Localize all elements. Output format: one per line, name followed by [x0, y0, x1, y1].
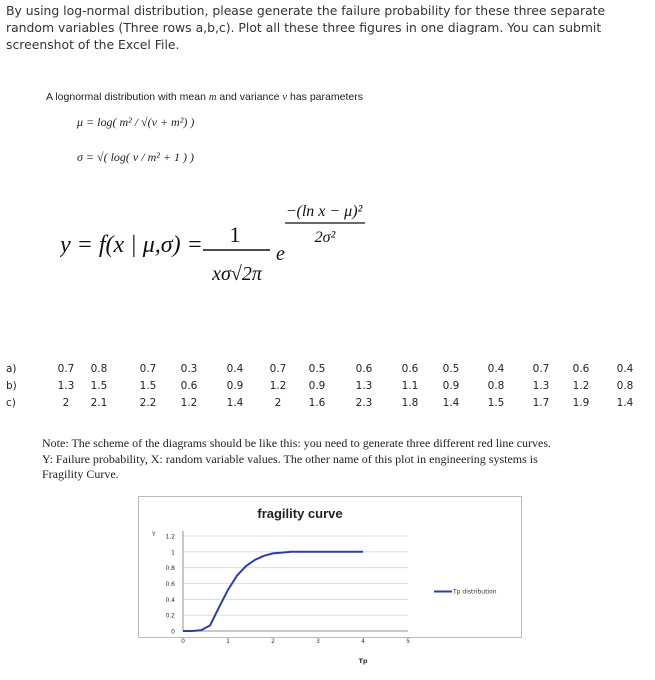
row-value: 1.2 — [180, 397, 198, 409]
row-value: 0.7 — [139, 363, 157, 375]
intro-suffix: has parameters — [287, 91, 363, 103]
row-value: 1.7 — [532, 397, 550, 409]
fragility-chart-svg — [138, 496, 522, 671]
pdf-lhs: y = f(x | μ,σ) = — [60, 232, 203, 258]
legend-label: Tp distribution — [453, 588, 497, 596]
row-value: 1.3 — [355, 380, 373, 392]
note-line-2: Y: Failure probability, X: random variable values. The other name of this plot in engineering systems is — [42, 451, 538, 466]
row-value: 0.7 — [57, 363, 75, 375]
row-value: 0.6 — [180, 380, 198, 392]
y-tick-label: 0 — [171, 628, 175, 636]
x-tick-label: 4 — [361, 638, 365, 645]
row-value: 1.5 — [90, 380, 108, 392]
row-value: 0.5 — [442, 363, 460, 375]
row-value: 0.6 — [401, 363, 419, 375]
row-value: 0.7 — [269, 363, 287, 375]
note-block — [42, 436, 622, 483]
row-value: 1.4 — [226, 397, 244, 409]
x-tick-label: 5 — [406, 638, 410, 645]
sigma-formula: σ = √( log( v / m² + 1 ) ) — [77, 150, 194, 164]
variance-symbol: v — [282, 92, 288, 103]
row-value: 1.2 — [572, 380, 590, 392]
row-value: 2 — [274, 397, 282, 409]
row-value: 1.6 — [308, 397, 326, 409]
y-tick-label: 1.2 — [165, 533, 175, 541]
row-value: 1.3 — [57, 380, 75, 392]
row-value: 0.7 — [532, 363, 550, 375]
row-value: 0.8 — [90, 363, 108, 375]
mean-symbol: m — [208, 92, 217, 103]
x-axis-label: Tp — [358, 657, 368, 665]
question-text: By using log-normal distribution, please generate the failure probability for these three separate random variables (Three rows a,b,c). Plot all these three figures in one diagram. You can submit screenshot of the Excel File. — [6, 3, 606, 52]
row-value: 0.4 — [487, 363, 505, 375]
row-value: 0.4 — [226, 363, 244, 375]
row-value: 1.8 — [401, 397, 419, 409]
row-value: 1.5 — [487, 397, 505, 409]
y-tick-label: 0.2 — [165, 612, 175, 620]
row-value: 1.9 — [572, 397, 590, 409]
row-value: 0.6 — [572, 363, 590, 375]
y-tick-label: 1 — [171, 549, 175, 557]
note-line-3: Fragility Curve. — [42, 467, 119, 481]
x-tick-label: 2 — [271, 638, 275, 645]
row-value: 0.3 — [180, 363, 198, 375]
x-tick-label: 3 — [316, 638, 320, 645]
row-value: 2 — [62, 397, 70, 409]
row-value: 1.2 — [269, 380, 287, 392]
fragility-chart — [138, 496, 522, 671]
row-value: 1.1 — [401, 380, 419, 392]
row-value: 0.9 — [442, 380, 460, 392]
pdf-exponent-numerator: −(ln x − μ)² — [285, 203, 363, 220]
row-value: 1.3 — [532, 380, 550, 392]
pdf-formula — [60, 190, 390, 300]
x-tick-label: 0 — [181, 638, 185, 645]
pdf-numerator: 1 — [229, 222, 241, 247]
row-value: 0.4 — [616, 363, 634, 375]
y-tick-label: 0.6 — [165, 581, 175, 588]
row-value: 0.8 — [616, 380, 634, 392]
pdf-denominator: xσ√2π — [212, 263, 262, 285]
row-value: 0.9 — [308, 380, 326, 392]
y-tick-label: 0.8 — [165, 565, 175, 573]
mu-formula: μ = log( m² / √(v + m²) ) — [77, 115, 195, 129]
row-value: 2.1 — [90, 397, 108, 409]
y-axis-label: Y — [152, 531, 156, 538]
row-value: 1.4 — [442, 397, 460, 409]
row-value: 2.3 — [355, 397, 373, 409]
lognormal-intro — [46, 91, 363, 103]
row-label: a) — [6, 363, 17, 375]
row-value: 2.2 — [139, 397, 157, 409]
intro-prefix: A lognormal distribution with mean — [46, 91, 209, 103]
row-value: 0.8 — [487, 380, 505, 392]
series-line-0 — [183, 552, 363, 631]
row-value: 0.5 — [308, 363, 326, 375]
row-label: b) — [6, 380, 17, 392]
x-tick-label: 1 — [226, 638, 230, 645]
row-value: 0.9 — [226, 380, 244, 392]
pdf-e: e — [276, 243, 285, 265]
pdf-exponent-denominator: 2σ² — [314, 229, 336, 246]
note-line-1: Note: The scheme of the diagrams should be like this: you need to generate three different red line curves. — [42, 436, 552, 450]
row-value: 1.4 — [616, 397, 634, 409]
chart-title: fragility curve — [257, 506, 343, 521]
row-value: 0.6 — [355, 363, 373, 375]
intro-middle: and variance — [216, 91, 283, 103]
row-label: c) — [6, 397, 16, 409]
y-tick-label: 0.4 — [165, 596, 175, 604]
row-value: 1.5 — [139, 380, 157, 392]
